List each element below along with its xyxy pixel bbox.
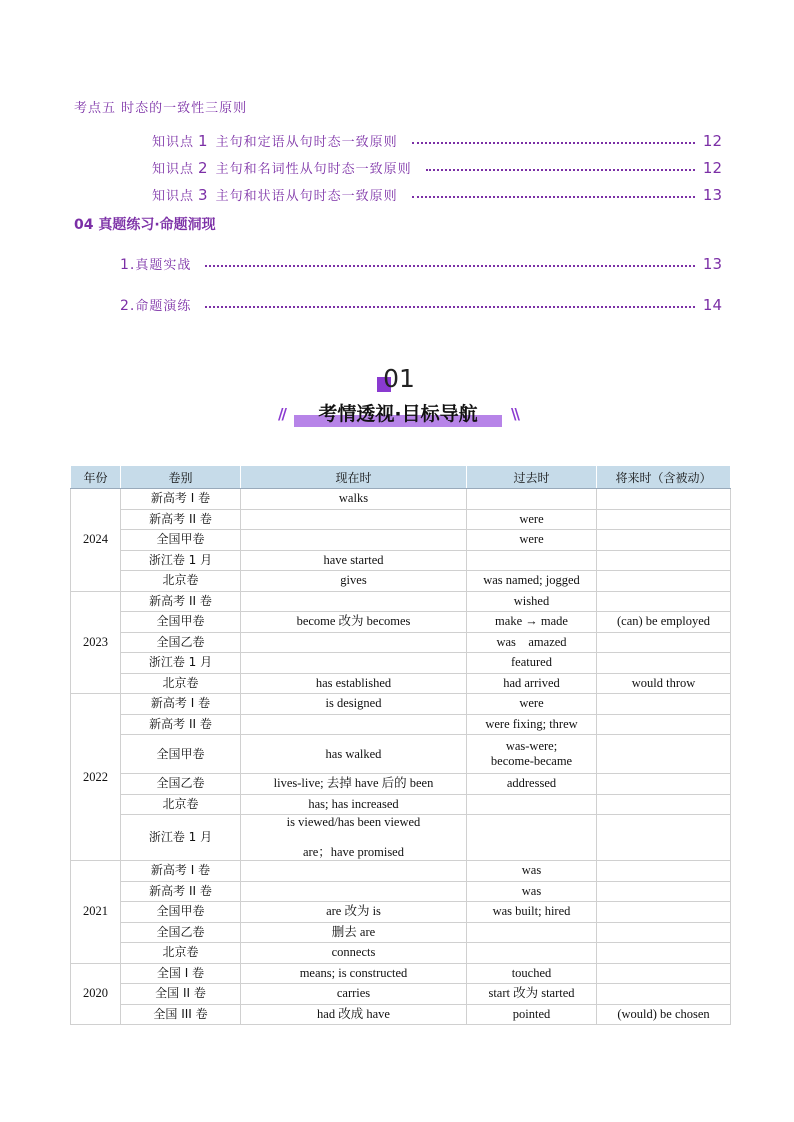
paper-cell: 浙江卷 1 月 (121, 550, 241, 571)
toc-page-number: 14 (702, 295, 722, 314)
future-tense-cell (597, 963, 731, 984)
practice-item-2[interactable] (120, 295, 722, 314)
paper-cell: 全国甲卷 (121, 612, 241, 633)
practice-num: 2. (120, 298, 136, 314)
future-tense-cell (597, 943, 731, 964)
present-tense-cell: have started (241, 550, 467, 571)
toc-item-1[interactable] (152, 131, 722, 150)
present-tense-cell (241, 632, 467, 653)
paper-cell: 全国甲卷 (121, 530, 241, 551)
toc-item-label: 知识点 (152, 162, 195, 177)
table-row (71, 632, 731, 653)
future-tense-cell (597, 571, 731, 592)
table-row (71, 881, 731, 902)
table-row (71, 489, 731, 510)
table-row (71, 694, 731, 715)
toc-item-title: 主句和状语从句时态一致原则 (215, 189, 398, 204)
future-tense-cell (597, 735, 731, 774)
paper-cell: 新高考 I 卷 (121, 861, 241, 882)
toc-item-num: 3 (198, 186, 208, 204)
past-tense-cell: had arrived (467, 673, 597, 694)
past-tense-cell (467, 815, 597, 861)
toc-item-num: 2 (198, 159, 208, 177)
toc-item-2[interactable] (152, 158, 722, 177)
present-tense-cell: lives-live; 去掉 have 后的 been (241, 774, 467, 795)
paper-cell: 北京卷 (121, 794, 241, 815)
past-tense-cell: featured (467, 653, 597, 674)
paper-cell: 新高考 II 卷 (121, 881, 241, 902)
future-tense-cell (597, 984, 731, 1005)
toc-item-title: 主句和名词性从句时态一致原则 (215, 162, 412, 177)
table-row (71, 612, 731, 633)
toc-page-number: 12 (702, 158, 722, 177)
section-heading: 04 真题练习·命题洞现 (74, 217, 216, 233)
toc-heading: 考点五 时态的一致性三原则 (74, 101, 248, 116)
table-row (71, 861, 731, 882)
table-row (71, 550, 731, 571)
paper-cell: 新高考 I 卷 (121, 489, 241, 510)
past-tense-cell: was built; hired (467, 902, 597, 923)
past-tense-cell: was (467, 881, 597, 902)
present-tense-cell: is designed (241, 694, 467, 715)
present-tense-cell: gives (241, 571, 467, 592)
past-tense-cell (467, 943, 597, 964)
table-body (71, 489, 731, 1025)
past-tense-cell (467, 550, 597, 571)
table-row (71, 1004, 731, 1025)
practice-num: 1. (120, 257, 136, 273)
present-tense-cell (241, 591, 467, 612)
paper-cell: 全国 III 卷 (121, 1004, 241, 1025)
past-tense-cell (467, 922, 597, 943)
present-tense-cell: has; has increased (241, 794, 467, 815)
future-tense-cell (597, 794, 731, 815)
practice-item-1[interactable] (120, 254, 722, 273)
year-cell: 2022 (71, 694, 121, 861)
table-row (71, 591, 731, 612)
present-tense-cell: means; is constructed (241, 963, 467, 984)
col-header-present: 现在时 (241, 466, 467, 489)
table-row (71, 902, 731, 923)
future-tense-cell: (can) be employed (597, 612, 731, 633)
future-tense-cell (597, 653, 731, 674)
table-row (71, 509, 731, 530)
paper-cell: 全国乙卷 (121, 922, 241, 943)
paper-cell: 全国甲卷 (121, 735, 241, 774)
present-tense-cell: 删去 are (241, 922, 467, 943)
past-tense-cell: wished (467, 591, 597, 612)
table-row (71, 984, 731, 1005)
year-cell: 2021 (71, 861, 121, 964)
paper-cell: 新高考 II 卷 (121, 509, 241, 530)
table-row (71, 571, 731, 592)
past-tense-cell (467, 794, 597, 815)
future-tense-cell (597, 632, 731, 653)
paper-cell: 新高考 I 卷 (121, 694, 241, 715)
future-tense-cell (597, 550, 731, 571)
past-tense-cell (467, 489, 597, 510)
section-number-text: 01 (383, 364, 415, 393)
paper-cell: 北京卷 (121, 943, 241, 964)
past-tense-cell: start 改为 started (467, 984, 597, 1005)
past-tense-cell: was (467, 861, 597, 882)
toc-page-number: 13 (702, 254, 722, 273)
present-tense-cell: has walked (241, 735, 467, 774)
paper-cell: 全国乙卷 (121, 774, 241, 795)
paper-cell: 北京卷 (121, 673, 241, 694)
practice-title: 真题实战 (135, 258, 192, 273)
banner-slash-left: // (278, 405, 285, 423)
future-tense-cell (597, 815, 731, 861)
paper-cell: 浙江卷 1 月 (121, 815, 241, 861)
present-tense-cell (241, 881, 467, 902)
toc-leader-dots (426, 169, 695, 171)
past-tense-cell: touched (467, 963, 597, 984)
future-tense-cell (597, 902, 731, 923)
future-tense-cell (597, 861, 731, 882)
past-tense-cell: were (467, 509, 597, 530)
year-cell: 2020 (71, 963, 121, 1025)
present-tense-cell: is viewed/has been viewed are；have promised (241, 815, 467, 861)
practice-title: 命题演练 (135, 299, 192, 314)
paper-cell: 全国 I 卷 (121, 963, 241, 984)
table-row (71, 943, 731, 964)
present-tense-cell (241, 509, 467, 530)
table-row (71, 714, 731, 735)
past-tense-cell: were (467, 530, 597, 551)
toc-item-label: 知识点 (152, 189, 195, 204)
toc-page-number: 13 (702, 185, 722, 204)
paper-cell: 全国 II 卷 (121, 984, 241, 1005)
paper-cell: 全国乙卷 (121, 632, 241, 653)
table-row (71, 774, 731, 795)
table-row (71, 963, 731, 984)
present-tense-cell: has established (241, 673, 467, 694)
col-header-year: 年份 (71, 466, 121, 489)
present-tense-cell: walks (241, 489, 467, 510)
banner-slash-right: \\ (511, 405, 518, 423)
banner-title: 考情透视·目标导航 (318, 403, 478, 425)
present-tense-cell (241, 653, 467, 674)
past-tense-cell: pointed (467, 1004, 597, 1025)
exam-tense-table (70, 465, 731, 1025)
future-tense-cell: (would) be chosen (597, 1004, 731, 1025)
toc-item-title: 主句和定语从句时态一致原则 (215, 135, 398, 150)
present-tense-cell: connects (241, 943, 467, 964)
paper-cell: 北京卷 (121, 571, 241, 592)
toc-item-label: 知识点 (152, 135, 195, 150)
year-cell: 2024 (71, 489, 121, 592)
paper-cell: 新高考 II 卷 (121, 714, 241, 735)
col-header-future: 将来时（含被动） (597, 466, 731, 489)
present-tense-cell (241, 714, 467, 735)
toc-leader-dots (412, 142, 695, 144)
present-tense-cell: are 改为 is (241, 902, 467, 923)
past-tense-cell: were fixing; threw (467, 714, 597, 735)
col-header-paper: 卷别 (121, 466, 241, 489)
col-header-past: 过去时 (467, 466, 597, 489)
toc-item-num: 1 (198, 132, 208, 150)
past-tense-cell: was amazed (467, 632, 597, 653)
section-banner (280, 397, 516, 431)
paper-cell: 浙江卷 1 月 (121, 653, 241, 674)
table-row (71, 794, 731, 815)
future-tense-cell (597, 591, 731, 612)
present-tense-cell (241, 530, 467, 551)
future-tense-cell (597, 881, 731, 902)
section-number (374, 364, 424, 394)
future-tense-cell (597, 509, 731, 530)
paper-cell: 新高考 II 卷 (121, 591, 241, 612)
past-tense-cell: was named; jogged (467, 571, 597, 592)
present-tense-cell: had 改成 have (241, 1004, 467, 1025)
past-tense-cell: was-were; become-became (467, 735, 597, 774)
table-row (71, 673, 731, 694)
toc-page-number: 12 (702, 131, 722, 150)
toc-leader-dots (205, 306, 695, 308)
table-row (71, 815, 731, 861)
table-row (71, 653, 731, 674)
year-cell: 2023 (71, 591, 121, 694)
future-tense-cell (597, 714, 731, 735)
past-tense-cell: were (467, 694, 597, 715)
present-tense-cell: carries (241, 984, 467, 1005)
toc-leader-dots (205, 265, 695, 267)
table-header-row (71, 466, 731, 489)
past-tense-cell: make → made (467, 612, 597, 633)
table-row (71, 735, 731, 774)
future-tense-cell (597, 530, 731, 551)
future-tense-cell (597, 922, 731, 943)
past-tense-cell: addressed (467, 774, 597, 795)
table-row (71, 922, 731, 943)
present-tense-cell: become 改为 becomes (241, 612, 467, 633)
toc-leader-dots (412, 196, 695, 198)
table-row (71, 530, 731, 551)
future-tense-cell (597, 694, 731, 715)
present-tense-cell (241, 861, 467, 882)
paper-cell: 全国甲卷 (121, 902, 241, 923)
toc-item-3[interactable] (152, 185, 722, 204)
future-tense-cell: would throw (597, 673, 731, 694)
future-tense-cell (597, 489, 731, 510)
future-tense-cell (597, 774, 731, 795)
